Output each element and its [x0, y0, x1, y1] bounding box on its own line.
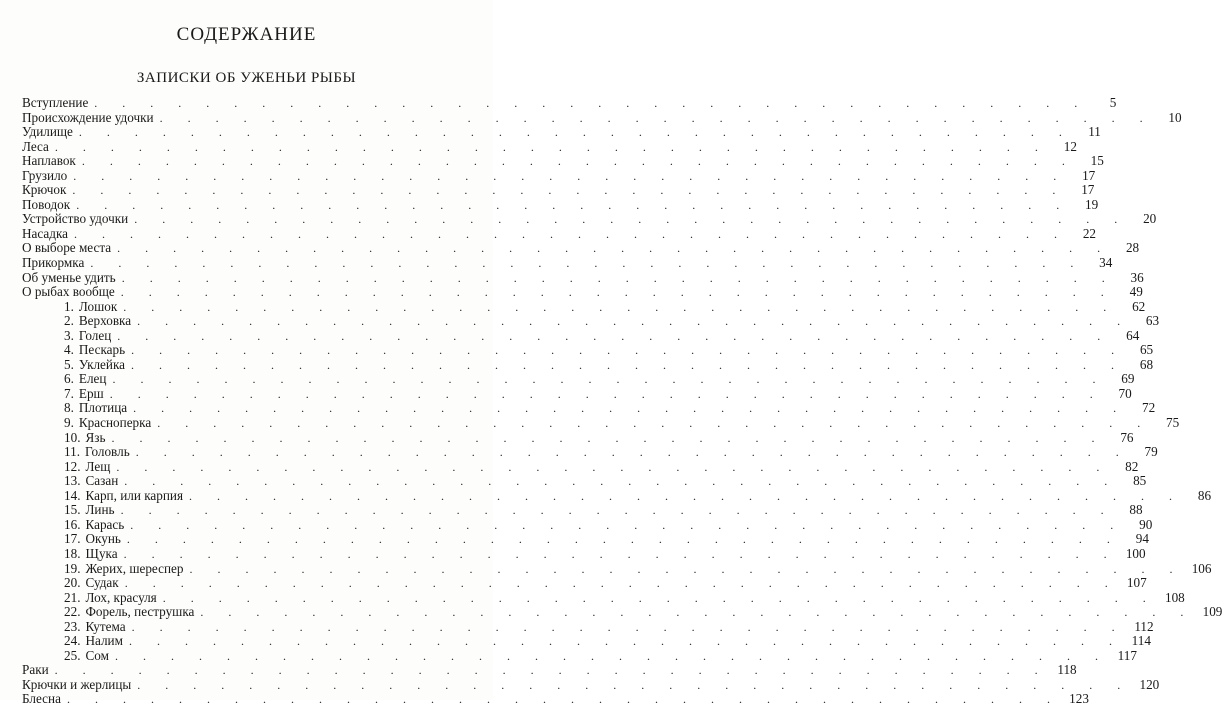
toc-entry — [22, 138, 1077, 155]
toc-entry — [22, 444, 1158, 460]
toc-entry-page-number: 107 — [1126, 575, 1147, 591]
toc-entry-page-number: 70 — [1118, 385, 1132, 401]
toc-entry-label: Карась — [85, 516, 125, 532]
toc-entry — [22, 502, 1143, 518]
toc-entry — [22, 371, 1135, 387]
toc-entry-page-number: 123 — [1069, 691, 1089, 707]
toc-entry-label: Елец — [78, 371, 107, 387]
toc-entry — [22, 284, 1143, 300]
dot-leader: . . . . . . . . . . . . . . . . . . . . . . . . . . . . . . . . . . . . — [73, 168, 1068, 183]
toc-entry-page-number: 108 — [1164, 589, 1185, 605]
toc-entry-number: 18. — [64, 545, 81, 561]
dot-leader: . . . . . . . . . . . . . . . . . . . . . . . . . . . . . . . . . . . . — [121, 270, 1116, 285]
toc-entry-label: Кутема — [85, 618, 126, 634]
toc-entry-label: Сом — [85, 647, 109, 663]
toc-entry-page-number: 79 — [1144, 444, 1158, 460]
dot-leader: . . . . . . . . . . . . . . . . . . . . . . . . . . . . . . . . . . . . — [124, 576, 1119, 591]
toc-entry-label: Раки — [22, 662, 49, 678]
dot-leader: . . . . . . . . . . . . . . . . . . . . . . . . . . . . . . . . . . . . — [76, 197, 1071, 212]
toc-entry-number: 14. — [64, 487, 81, 503]
toc-entry — [22, 385, 1132, 402]
dot-leader: . . . . . . . . . . . . . . . . . . . . . . . . . . . . . . . . . . . . — [124, 474, 1119, 489]
toc-entry-number: 2. — [64, 313, 74, 329]
toc-entry-page-number: 11 — [1088, 124, 1101, 140]
toc-entry-label: О выборе места — [22, 240, 112, 256]
toc-entry-number: 13. — [64, 473, 81, 489]
dot-leader: . . . . . . . . . . . . . . . . . . . . . . . . . . . . . . . . . . . . — [137, 314, 1132, 329]
dot-leader: . . . . . . . . . . . . . . . . . . . . . . . . . . . . . . . . . . . . — [157, 416, 1152, 431]
toc-entry-page-number: 90 — [1139, 516, 1153, 532]
toc-entry-number: 10. — [64, 429, 81, 445]
toc-entry — [22, 211, 1157, 227]
toc-entry-label: Уклейка — [78, 356, 126, 372]
toc-entry-number: 12. — [64, 458, 81, 474]
toc-entry-page-number: 62 — [1132, 298, 1146, 314]
toc-entry-label: Поводок — [22, 196, 71, 212]
toc-entry-label: Щука — [85, 545, 118, 561]
toc-entry-number: 1. — [64, 298, 74, 314]
dot-leader: . . . . . . . . . . . . . . . . . . . . . . . . . . . . . . . . . . . . — [114, 648, 1109, 663]
toc-entry — [22, 400, 1156, 416]
toc-entry-number: 11. — [64, 444, 80, 460]
dot-leader: . . . . . . . . . . . . . . . . . . . . . . . . . . . . . . . . . . . . — [116, 459, 1111, 474]
toc-entry-label: Налим — [85, 633, 123, 649]
toc-entry — [22, 415, 1180, 431]
dot-leader: . . . . . . . . . . . . . . . . . . . . . . . . . . . . . . . . . . . . — [131, 619, 1126, 634]
toc-entry-label: Окунь — [85, 531, 121, 547]
toc-entry-label: Крючки и жерлицы — [22, 676, 132, 692]
dot-leader: . . . . . . . . . . . . . . . . . . . . . . . . . . . . . . . . . . . . — [162, 590, 1157, 605]
toc-entry — [22, 109, 1182, 126]
toc-entry-label: Удилище — [22, 124, 73, 140]
toc-entry-label: Голец — [78, 327, 112, 343]
toc-entry-number: 22. — [64, 604, 81, 620]
dot-leader: . . . . . . . . . . . . . . . . . . . . . . . . . . . . . . . . . . . . — [78, 125, 1073, 140]
toc-entry-page-number: 72 — [1141, 400, 1156, 416]
toc-entry-label: Прикормка — [22, 255, 85, 271]
dot-leader: . . . . . . . . . . . . . . . . . . . . . . . . . . . . . . . . . . . . — [120, 285, 1115, 300]
dot-leader: . . . . . . . . . . . . . . . . . . . . . . . . . . . . . . . . . . . . — [130, 517, 1125, 532]
toc-entry — [22, 255, 1113, 271]
dot-leader: . . . . . . . . . . . . . . . . . . . . . . . . . . . . . . . . . . . . — [74, 226, 1069, 241]
toc-entry-page-number: 85 — [1133, 473, 1147, 489]
toc-entry-page-number: 69 — [1121, 371, 1135, 387]
toc-entry — [22, 531, 1149, 547]
dot-leader: . . . . . . . . . . . . . . . . . . . . . . . . . . . . . . . . . . . . — [90, 256, 1085, 271]
dot-leader: . . . . . . . . . . . . . . . . . . . . . . . . . . . . . . . . . . . . — [123, 546, 1118, 561]
dot-leader: . . . . . . . . . . . . . . . . . . . . . . . . . . . . . . . . . . . . — [111, 430, 1106, 445]
toc-entry-label: Об уменье удить — [22, 269, 116, 285]
dot-leader: . . . . . . . . . . . . . . . . . . . . . . . . . . . . . . . . . . . . — [134, 212, 1129, 227]
toc-entry-number: 6. — [64, 371, 74, 387]
toc-entry — [22, 269, 1144, 286]
toc-entry — [22, 487, 1212, 504]
dot-leader: . . . . . . . . . . . . . . . . . . . . . . . . . . . . . . . . . . . . — [81, 154, 1076, 169]
dot-leader: . . . . . . . . . . . . . . . . . . . . . . . . . . . . . . . . . . . . — [120, 503, 1115, 518]
toc-entry — [22, 167, 1096, 184]
toc-entry-number: 5. — [64, 356, 74, 372]
toc-entry-number: 19. — [64, 560, 81, 576]
toc-entry — [22, 429, 1134, 446]
dot-leader: . . . . . . . . . . . . . . . . . . . . . . . . . . . . . . . . . . . . — [135, 445, 1130, 460]
toc-entry-label: Головль — [85, 444, 130, 460]
toc-entry-label: Судак — [85, 575, 119, 591]
toc-entry-number: 3. — [64, 327, 74, 343]
toc-entry — [22, 662, 1077, 678]
toc-entry-page-number: 64 — [1126, 327, 1140, 343]
dot-leader: . . . . . . . . . . . . . . . . . . . . . . . . . . . . . . . . . . . . — [112, 372, 1107, 387]
toc-entry-label: Лошок — [78, 298, 118, 314]
toc-entry — [22, 327, 1140, 344]
toc-entry-label: Форель, пеструшка — [85, 604, 195, 620]
toc-entry-page-number: 19 — [1085, 196, 1099, 212]
toc-entry-label: Верховка — [78, 313, 132, 329]
toc-entry-page-number: 94 — [1135, 531, 1149, 547]
toc-entry-page-number: 88 — [1129, 502, 1143, 518]
page-title: СОДЕРЖАНИЕ — [176, 24, 317, 45]
dot-leader: . . . . . . . . . . . . . . . . . . . . . . . . . . . . . . . . . . . . — [126, 532, 1121, 547]
toc-entry-page-number: 117 — [1117, 647, 1137, 663]
toc-entry-label: Наплавок — [22, 153, 76, 169]
toc-entry — [22, 575, 1147, 591]
toc-entry-label: Лох, красуля — [85, 589, 157, 605]
toc-entry — [22, 240, 1140, 256]
dot-leader: . . . . . . . . . . . . . . . . . . . . . . . . . . . . . . . . . . . . — [72, 183, 1067, 198]
toc-entry-label: Жерих, шереспер — [85, 560, 184, 576]
dot-leader: . . . . . . . . . . . . . . . . . . . . . . . . . . . . . . . . . . . . — [123, 299, 1118, 314]
dot-leader: . . . . . . . . . . . . . . . . . . . . . . . . . . . . . . . . . . . . — [189, 488, 1184, 503]
toc-entry-page-number: 17 — [1082, 167, 1096, 183]
dot-leader: . . . . . . . . . . . . . . . . . . . . . . . . . . . . . . . . . . . . — [200, 605, 1195, 620]
dot-leader: . . . . . . . . . . . . . . . . . . . . . . . . . . . . . . . . . . . . — [131, 343, 1126, 358]
toc-entry-page-number: 22 — [1082, 225, 1097, 241]
section-title: ЗАПИСКИ ОБ УЖЕНЬИ РЫБЫ — [136, 70, 357, 86]
toc-entry-number: 7. — [64, 385, 74, 401]
table-of-contents — [22, 95, 1222, 707]
toc-entry-number: 9. — [64, 415, 74, 431]
toc-entry-page-number: 112 — [1134, 618, 1154, 634]
toc-entry-label: Язь — [85, 429, 106, 445]
toc-entry-number: 4. — [64, 342, 74, 358]
toc-entry — [22, 124, 1101, 140]
toc-entry — [22, 153, 1104, 169]
toc-entry-label: Крючок — [22, 182, 67, 198]
toc-entry-number: 25. — [64, 647, 81, 663]
toc-entry-page-number: 49 — [1129, 284, 1143, 300]
toc-entry-page-number: 106 — [1191, 560, 1212, 576]
toc-entry — [22, 182, 1095, 198]
toc-entry-page-number: 12 — [1063, 138, 1077, 154]
toc-entry-number: 17. — [64, 531, 81, 547]
toc-entry-page-number: 5 — [1109, 95, 1117, 110]
dot-leader: . . . . . . . . . . . . . . . . . . . . . . . . . . . . . . . . . . . . — [137, 677, 1132, 692]
toc-entry-label: Блесна — [22, 691, 61, 707]
toc-entry — [22, 545, 1146, 562]
toc-entry — [22, 633, 1151, 649]
toc-entry-page-number: 82 — [1125, 458, 1139, 474]
toc-entry-page-number: 63 — [1145, 313, 1160, 329]
toc-entry — [22, 313, 1160, 329]
toc-entry-label: Вступление — [22, 95, 89, 110]
toc-entry-page-number: 100 — [1125, 545, 1146, 561]
toc-entry-page-number: 120 — [1139, 676, 1160, 692]
toc-entry-page-number: 86 — [1197, 487, 1212, 503]
toc-entry-page-number: 68 — [1139, 356, 1154, 372]
toc-entry-page-number: 109 — [1202, 604, 1222, 620]
toc-entry — [22, 589, 1185, 606]
toc-entry-page-number: 15 — [1090, 153, 1104, 169]
dot-leader: . . . . . . . . . . . . . . . . . . . . . . . . . . . . . . . . . . . . — [117, 241, 1112, 256]
toc-entry-number: 21. — [64, 589, 81, 605]
dot-leader: . . . . . . . . . . . . . . . . . . . . . . . . . . . . . . . . . . . . — [159, 110, 1154, 125]
toc-entry-page-number: 20 — [1143, 211, 1157, 227]
dot-leader: . . . . . . . . . . . . . . . . . . . . . . . . . . . . . . . . . . . . — [54, 663, 1049, 678]
toc-entry-label: Грузило — [22, 167, 68, 183]
toc-entry-page-number: 36 — [1130, 269, 1144, 285]
dot-leader: . . . . . . . . . . . . . . . . . . . . . . . . . . . . . . . . . . . . — [54, 139, 1049, 154]
toc-entry — [22, 225, 1097, 242]
toc-entry-page-number: 114 — [1131, 633, 1151, 649]
toc-entry-page-number: 65 — [1139, 342, 1154, 358]
toc-entry — [22, 342, 1154, 358]
toc-entry-label: Плотица — [78, 400, 128, 416]
dot-leader: . . . . . . . . . . . . . . . . . . . . . . . . . . . . . . . . . . . . — [189, 561, 1184, 576]
toc-entry — [22, 676, 1160, 693]
toc-entry-number: 20. — [64, 575, 81, 591]
toc-entry-page-number: 10 — [1168, 109, 1182, 125]
toc-entry-label: Насадка — [22, 225, 69, 241]
toc-entry-label: Происхождение удочки — [22, 109, 154, 125]
dot-leader: . . . . . . . . . . . . . . . . . . . . . . . . . . . . . . . . . . . . — [94, 96, 1089, 110]
toc-entry-page-number: 28 — [1125, 240, 1140, 256]
dot-leader: . . . . . . . . . . . . . . . . . . . . . . . . . . . . . . . . . . . . — [133, 401, 1128, 416]
toc-entry-page-number: 76 — [1120, 429, 1134, 445]
toc-entry-number: 24. — [64, 633, 81, 649]
toc-entry-label: Сазан — [85, 473, 119, 489]
toc-entry-label: О рыбах вообще — [22, 284, 115, 300]
dot-leader: . . . . . . . . . . . . . . . . . . . . . . . . . . . . . . . . . . . . — [109, 386, 1104, 401]
toc-entry — [22, 618, 1154, 635]
toc-entry — [22, 691, 1089, 707]
toc-entry — [22, 604, 1222, 620]
toc-entry-label: Ерш — [78, 385, 104, 401]
toc-entry — [22, 298, 1146, 315]
toc-entry — [22, 516, 1153, 533]
toc-entry — [22, 95, 1117, 111]
toc-entry-page-number: 75 — [1166, 415, 1180, 431]
toc-entry-label: Лещ — [85, 458, 111, 474]
dot-leader: . . . . . . . . . . . . . . . . . . . . . . . . . . . . . . . . . . . . — [117, 328, 1112, 343]
toc-entry-number: 8. — [64, 400, 74, 416]
toc-entry — [22, 473, 1147, 489]
toc-entry — [22, 196, 1099, 213]
toc-entry-label: Устройство удочки — [22, 211, 129, 227]
toc-entry-number: 16. — [64, 516, 81, 532]
toc-entry-label: Пескарь — [78, 342, 126, 358]
toc-entry — [22, 647, 1137, 664]
dot-leader: . . . . . . . . . . . . . . . . . . . . . . . . . . . . . . . . . . . . — [66, 692, 1061, 707]
toc-entry — [22, 356, 1154, 373]
toc-entry — [22, 458, 1139, 475]
toc-entry-label: Леса — [22, 138, 49, 154]
toc-entry-page-number: 17 — [1081, 182, 1095, 198]
dot-leader: . . . . . . . . . . . . . . . . . . . . . . . . . . . . . . . . . . . . — [131, 357, 1126, 372]
toc-entry-page-number: 118 — [1057, 662, 1077, 678]
dot-leader: . . . . . . . . . . . . . . . . . . . . . . . . . . . . . . . . . . . . — [128, 634, 1123, 649]
toc-entry-label: Карп, или карпия — [85, 487, 184, 503]
toc-entry-label: Линь — [85, 502, 115, 518]
toc-entry-number: 15. — [64, 502, 81, 518]
toc-entry-label: Красноперка — [78, 415, 152, 431]
toc-entry-page-number: 34 — [1099, 255, 1113, 271]
toc-entry-number: 23. — [64, 618, 81, 634]
toc-entry — [22, 560, 1212, 577]
